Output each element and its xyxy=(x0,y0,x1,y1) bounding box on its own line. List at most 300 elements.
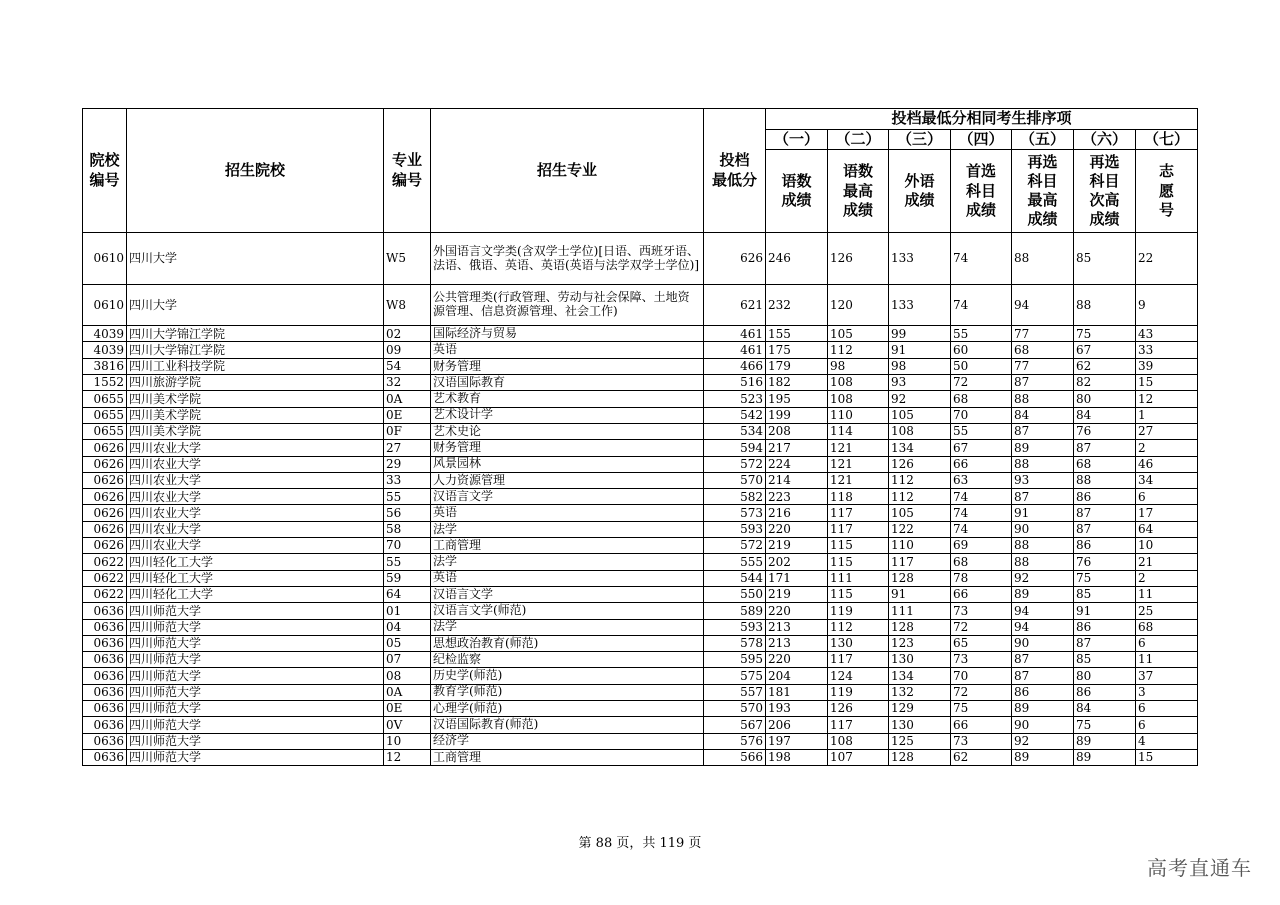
major-code-cell: 32 xyxy=(384,375,431,391)
rank-7-cell: 6 xyxy=(1136,701,1198,717)
rank-5-cell: 87 xyxy=(1012,489,1074,505)
min-score-cell: 570 xyxy=(704,701,766,717)
rank-4-cell: 74 xyxy=(951,233,1012,285)
school-name-cell: 四川大学锦江学院 xyxy=(127,326,384,342)
rank-5-cell: 94 xyxy=(1012,285,1074,326)
rank-7-cell: 39 xyxy=(1136,358,1198,374)
major-code-cell: 09 xyxy=(384,342,431,358)
table-row xyxy=(83,538,1198,554)
rank-1-cell: 175 xyxy=(766,342,828,358)
header-rank-label-6: 再选 科目 次高 成绩 xyxy=(1074,150,1136,233)
min-score-cell: 572 xyxy=(704,456,766,472)
rank-1-cell: 220 xyxy=(766,603,828,619)
table-row xyxy=(83,233,1198,285)
school-name-cell: 四川师范大学 xyxy=(127,603,384,619)
header-rank-6: （六） xyxy=(1074,130,1136,150)
table-row xyxy=(83,652,1198,668)
rank-5-cell: 92 xyxy=(1012,570,1074,586)
rank-4-cell: 73 xyxy=(951,733,1012,749)
rank-6-cell: 84 xyxy=(1074,701,1136,717)
rank-3-cell: 125 xyxy=(889,733,951,749)
school-name-cell: 四川美术学院 xyxy=(127,391,384,407)
table-row xyxy=(83,285,1198,326)
rank-2-cell: 119 xyxy=(828,684,889,700)
rank-5-cell: 90 xyxy=(1012,635,1074,651)
watermark-logo: 高考直通车 xyxy=(1147,856,1252,880)
rank-6-cell: 84 xyxy=(1074,407,1136,423)
header-rank-1: （一） xyxy=(766,130,828,150)
rank-4-cell: 74 xyxy=(951,489,1012,505)
rank-3-cell: 91 xyxy=(889,586,951,602)
rank-6-cell: 85 xyxy=(1074,652,1136,668)
rank-3-cell: 91 xyxy=(889,342,951,358)
rank-1-cell: 216 xyxy=(766,505,828,521)
school-code-cell: 0626 xyxy=(83,472,127,488)
major-name-cell: 工商管理 xyxy=(431,538,704,554)
rank-1-cell: 246 xyxy=(766,233,828,285)
rank-2-cell: 112 xyxy=(828,342,889,358)
rank-7-cell: 64 xyxy=(1136,521,1198,537)
rank-6-cell: 87 xyxy=(1074,440,1136,456)
header-rank-2: （二） xyxy=(828,130,889,150)
rank-5-cell: 88 xyxy=(1012,456,1074,472)
school-code-cell: 3816 xyxy=(83,358,127,374)
school-code-cell: 0655 xyxy=(83,407,127,423)
rank-4-cell: 72 xyxy=(951,684,1012,700)
school-code-cell: 0626 xyxy=(83,440,127,456)
school-code-cell: 0636 xyxy=(83,733,127,749)
rank-7-cell: 3 xyxy=(1136,684,1198,700)
rank-7-cell: 46 xyxy=(1136,456,1198,472)
rank-5-cell: 91 xyxy=(1012,505,1074,521)
rank-7-cell: 37 xyxy=(1136,668,1198,684)
min-score-cell: 621 xyxy=(704,285,766,326)
rank-1-cell: 206 xyxy=(766,717,828,733)
rank-7-cell: 15 xyxy=(1136,749,1198,765)
rank-5-cell: 84 xyxy=(1012,407,1074,423)
table-row xyxy=(83,472,1198,488)
rank-7-cell: 12 xyxy=(1136,391,1198,407)
rank-5-cell: 89 xyxy=(1012,749,1074,765)
school-code-cell: 0636 xyxy=(83,635,127,651)
major-name-cell: 汉语国际教育 xyxy=(431,375,704,391)
rank-5-cell: 88 xyxy=(1012,554,1074,570)
rank-6-cell: 91 xyxy=(1074,603,1136,619)
rank-7-cell: 6 xyxy=(1136,489,1198,505)
school-name-cell: 四川师范大学 xyxy=(127,668,384,684)
major-name-cell: 人力资源管理 xyxy=(431,472,704,488)
min-score-cell: 589 xyxy=(704,603,766,619)
school-name-cell: 四川师范大学 xyxy=(127,733,384,749)
major-name-cell: 艺术史论 xyxy=(431,423,704,439)
rank-6-cell: 87 xyxy=(1074,635,1136,651)
min-score-cell: 567 xyxy=(704,717,766,733)
major-name-cell: 历史学(师范) xyxy=(431,668,704,684)
min-score-cell: 578 xyxy=(704,635,766,651)
school-name-cell: 四川美术学院 xyxy=(127,423,384,439)
table-row xyxy=(83,684,1198,700)
rank-1-cell: 199 xyxy=(766,407,828,423)
major-name-cell: 国际经济与贸易 xyxy=(431,326,704,342)
min-score-cell: 555 xyxy=(704,554,766,570)
rank-7-cell: 11 xyxy=(1136,586,1198,602)
rank-3-cell: 132 xyxy=(889,684,951,700)
rank-1-cell: 182 xyxy=(766,375,828,391)
rank-2-cell: 105 xyxy=(828,326,889,342)
major-name-cell: 汉语言文学 xyxy=(431,586,704,602)
rank-4-cell: 66 xyxy=(951,586,1012,602)
school-name-cell: 四川师范大学 xyxy=(127,684,384,700)
rank-3-cell: 130 xyxy=(889,717,951,733)
header-rank-label-2: 语数 最高 成绩 xyxy=(828,150,889,233)
header-rank-3: （三） xyxy=(889,130,951,150)
table-row xyxy=(83,586,1198,602)
rank-3-cell: 105 xyxy=(889,505,951,521)
school-code-cell: 0626 xyxy=(83,489,127,505)
header-rank-7: （七） xyxy=(1136,130,1198,150)
rank-7-cell: 22 xyxy=(1136,233,1198,285)
rank-2-cell: 119 xyxy=(828,603,889,619)
rank-1-cell: 195 xyxy=(766,391,828,407)
rank-3-cell: 93 xyxy=(889,375,951,391)
school-name-cell: 四川大学 xyxy=(127,233,384,285)
rank-2-cell: 126 xyxy=(828,701,889,717)
rank-6-cell: 89 xyxy=(1074,749,1136,765)
major-code-cell: 07 xyxy=(384,652,431,668)
major-code-cell: 55 xyxy=(384,489,431,505)
school-code-cell: 0622 xyxy=(83,570,127,586)
school-code-cell: 0610 xyxy=(83,285,127,326)
major-code-cell: 29 xyxy=(384,456,431,472)
school-name-cell: 四川师范大学 xyxy=(127,717,384,733)
rank-3-cell: 134 xyxy=(889,668,951,684)
rank-3-cell: 133 xyxy=(889,233,951,285)
major-name-cell: 风景园林 xyxy=(431,456,704,472)
school-name-cell: 四川师范大学 xyxy=(127,652,384,668)
rank-2-cell: 115 xyxy=(828,586,889,602)
header-group-title: 投档最低分相同考生排序项 xyxy=(766,109,1198,130)
rank-3-cell: 112 xyxy=(889,489,951,505)
header-rank-label-5: 再选 科目 最高 成绩 xyxy=(1012,150,1074,233)
rank-5-cell: 87 xyxy=(1012,375,1074,391)
rank-2-cell: 112 xyxy=(828,619,889,635)
admission-table xyxy=(82,108,1198,766)
table-row xyxy=(83,440,1198,456)
min-score-cell: 575 xyxy=(704,668,766,684)
table-row xyxy=(83,326,1198,342)
school-code-cell: 0636 xyxy=(83,701,127,717)
rank-7-cell: 34 xyxy=(1136,472,1198,488)
school-code-cell: 0655 xyxy=(83,391,127,407)
rank-7-cell: 10 xyxy=(1136,538,1198,554)
table-row xyxy=(83,375,1198,391)
rank-2-cell: 121 xyxy=(828,440,889,456)
rank-6-cell: 88 xyxy=(1074,472,1136,488)
table-row xyxy=(83,701,1198,717)
school-name-cell: 四川轻化工大学 xyxy=(127,570,384,586)
min-score-cell: 523 xyxy=(704,391,766,407)
rank-2-cell: 108 xyxy=(828,375,889,391)
rank-7-cell: 68 xyxy=(1136,619,1198,635)
school-code-cell: 0636 xyxy=(83,717,127,733)
major-name-cell: 纪检监察 xyxy=(431,652,704,668)
min-score-cell: 593 xyxy=(704,619,766,635)
school-name-cell: 四川大学 xyxy=(127,285,384,326)
rank-2-cell: 117 xyxy=(828,717,889,733)
header-rank-label-7: 志 愿 号 xyxy=(1136,150,1198,233)
rank-6-cell: 68 xyxy=(1074,456,1136,472)
rank-4-cell: 66 xyxy=(951,456,1012,472)
rank-7-cell: 11 xyxy=(1136,652,1198,668)
major-code-cell: 10 xyxy=(384,733,431,749)
rank-6-cell: 86 xyxy=(1074,619,1136,635)
major-name-cell: 法学 xyxy=(431,554,704,570)
rank-4-cell: 55 xyxy=(951,326,1012,342)
major-code-cell: 58 xyxy=(384,521,431,537)
rank-3-cell: 122 xyxy=(889,521,951,537)
rank-2-cell: 120 xyxy=(828,285,889,326)
school-name-cell: 四川师范大学 xyxy=(127,619,384,635)
school-name-cell: 四川美术学院 xyxy=(127,407,384,423)
school-code-cell: 1552 xyxy=(83,375,127,391)
rank-1-cell: 220 xyxy=(766,521,828,537)
school-code-cell: 0610 xyxy=(83,233,127,285)
major-name-cell: 汉语言文学 xyxy=(431,489,704,505)
min-score-cell: 593 xyxy=(704,521,766,537)
table-row xyxy=(83,423,1198,439)
header-rank-4: （四） xyxy=(951,130,1012,150)
rank-1-cell: 217 xyxy=(766,440,828,456)
major-code-cell: 0F xyxy=(384,423,431,439)
major-name-cell: 艺术设计学 xyxy=(431,407,704,423)
school-name-cell: 四川师范大学 xyxy=(127,635,384,651)
rank-1-cell: 219 xyxy=(766,538,828,554)
school-code-cell: 0636 xyxy=(83,684,127,700)
rank-1-cell: 197 xyxy=(766,733,828,749)
rank-6-cell: 86 xyxy=(1074,489,1136,505)
rank-7-cell: 6 xyxy=(1136,635,1198,651)
rank-3-cell: 129 xyxy=(889,701,951,717)
rank-6-cell: 85 xyxy=(1074,586,1136,602)
rank-5-cell: 90 xyxy=(1012,521,1074,537)
major-name-cell: 汉语国际教育(师范) xyxy=(431,717,704,733)
school-code-cell: 0622 xyxy=(83,586,127,602)
rank-6-cell: 89 xyxy=(1074,733,1136,749)
rank-1-cell: 204 xyxy=(766,668,828,684)
major-name-cell: 思想政治教育(师范) xyxy=(431,635,704,651)
rank-4-cell: 74 xyxy=(951,285,1012,326)
major-code-cell: 64 xyxy=(384,586,431,602)
table-row xyxy=(83,619,1198,635)
rank-2-cell: 124 xyxy=(828,668,889,684)
rank-2-cell: 118 xyxy=(828,489,889,505)
rank-3-cell: 133 xyxy=(889,285,951,326)
rank-2-cell: 130 xyxy=(828,635,889,651)
rank-6-cell: 80 xyxy=(1074,668,1136,684)
rank-3-cell: 110 xyxy=(889,538,951,554)
school-code-cell: 0626 xyxy=(83,456,127,472)
school-code-cell: 0636 xyxy=(83,652,127,668)
major-code-cell: 33 xyxy=(384,472,431,488)
rank-6-cell: 76 xyxy=(1074,423,1136,439)
rank-2-cell: 114 xyxy=(828,423,889,439)
rank-4-cell: 75 xyxy=(951,701,1012,717)
rank-5-cell: 92 xyxy=(1012,733,1074,749)
table-row xyxy=(83,456,1198,472)
rank-1-cell: 171 xyxy=(766,570,828,586)
table-row xyxy=(83,554,1198,570)
rank-4-cell: 73 xyxy=(951,603,1012,619)
rank-1-cell: 193 xyxy=(766,701,828,717)
table-row xyxy=(83,391,1198,407)
rank-4-cell: 68 xyxy=(951,391,1012,407)
table-row xyxy=(83,717,1198,733)
school-code-cell: 0626 xyxy=(83,538,127,554)
rank-5-cell: 68 xyxy=(1012,342,1074,358)
school-name-cell: 四川农业大学 xyxy=(127,505,384,521)
rank-7-cell: 15 xyxy=(1136,375,1198,391)
school-code-cell: 0636 xyxy=(83,619,127,635)
rank-4-cell: 63 xyxy=(951,472,1012,488)
rank-4-cell: 69 xyxy=(951,538,1012,554)
rank-7-cell: 25 xyxy=(1136,603,1198,619)
rank-4-cell: 68 xyxy=(951,554,1012,570)
table-row xyxy=(83,570,1198,586)
rank-2-cell: 117 xyxy=(828,505,889,521)
rank-6-cell: 88 xyxy=(1074,285,1136,326)
min-score-cell: 595 xyxy=(704,652,766,668)
major-code-cell: 02 xyxy=(384,326,431,342)
rank-1-cell: 198 xyxy=(766,749,828,765)
header-school-code: 院校 编号 xyxy=(83,109,127,233)
school-name-cell: 四川轻化工大学 xyxy=(127,554,384,570)
min-score-cell: 626 xyxy=(704,233,766,285)
major-code-cell: 12 xyxy=(384,749,431,765)
rank-6-cell: 87 xyxy=(1074,521,1136,537)
rank-5-cell: 88 xyxy=(1012,538,1074,554)
rank-7-cell: 43 xyxy=(1136,326,1198,342)
rank-5-cell: 89 xyxy=(1012,701,1074,717)
rank-3-cell: 99 xyxy=(889,326,951,342)
rank-5-cell: 87 xyxy=(1012,652,1074,668)
major-code-cell: 0E xyxy=(384,407,431,423)
rank-2-cell: 121 xyxy=(828,472,889,488)
rank-3-cell: 98 xyxy=(889,358,951,374)
rank-3-cell: 126 xyxy=(889,456,951,472)
rank-1-cell: 214 xyxy=(766,472,828,488)
major-name-cell: 财务管理 xyxy=(431,440,704,456)
rank-7-cell: 6 xyxy=(1136,717,1198,733)
major-name-cell: 英语 xyxy=(431,342,704,358)
rank-5-cell: 87 xyxy=(1012,668,1074,684)
rank-4-cell: 73 xyxy=(951,652,1012,668)
major-name-cell: 艺术教育 xyxy=(431,391,704,407)
table-row xyxy=(83,749,1198,765)
header-major-code: 专业 编号 xyxy=(384,109,431,233)
rank-5-cell: 77 xyxy=(1012,358,1074,374)
school-code-cell: 4039 xyxy=(83,326,127,342)
rank-6-cell: 75 xyxy=(1074,717,1136,733)
rank-3-cell: 112 xyxy=(889,472,951,488)
school-code-cell: 0636 xyxy=(83,749,127,765)
rank-1-cell: 181 xyxy=(766,684,828,700)
rank-7-cell: 33 xyxy=(1136,342,1198,358)
major-code-cell: 59 xyxy=(384,570,431,586)
school-code-cell: 0626 xyxy=(83,521,127,537)
major-code-cell: 27 xyxy=(384,440,431,456)
table-row xyxy=(83,668,1198,684)
rank-3-cell: 123 xyxy=(889,635,951,651)
header-min-score: 投档 最低分 xyxy=(704,109,766,233)
rank-3-cell: 130 xyxy=(889,652,951,668)
rank-6-cell: 75 xyxy=(1074,570,1136,586)
rank-1-cell: 208 xyxy=(766,423,828,439)
rank-6-cell: 87 xyxy=(1074,505,1136,521)
rank-1-cell: 155 xyxy=(766,326,828,342)
min-score-cell: 576 xyxy=(704,733,766,749)
rank-7-cell: 2 xyxy=(1136,570,1198,586)
major-code-cell: 0E xyxy=(384,701,431,717)
school-code-cell: 0636 xyxy=(83,668,127,684)
rank-5-cell: 93 xyxy=(1012,472,1074,488)
major-code-cell: 05 xyxy=(384,635,431,651)
school-name-cell: 四川旅游学院 xyxy=(127,375,384,391)
rank-3-cell: 111 xyxy=(889,603,951,619)
school-name-cell: 四川农业大学 xyxy=(127,472,384,488)
major-code-cell: 08 xyxy=(384,668,431,684)
rank-4-cell: 67 xyxy=(951,440,1012,456)
header-rank-label-3: 外语 成绩 xyxy=(889,150,951,233)
rank-7-cell: 2 xyxy=(1136,440,1198,456)
rank-5-cell: 94 xyxy=(1012,603,1074,619)
table-row xyxy=(83,521,1198,537)
school-name-cell: 四川农业大学 xyxy=(127,521,384,537)
min-score-cell: 566 xyxy=(704,749,766,765)
rank-5-cell: 77 xyxy=(1012,326,1074,342)
school-code-cell: 0622 xyxy=(83,554,127,570)
major-code-cell: 01 xyxy=(384,603,431,619)
major-name-cell: 法学 xyxy=(431,619,704,635)
rank-4-cell: 50 xyxy=(951,358,1012,374)
rank-5-cell: 94 xyxy=(1012,619,1074,635)
rank-4-cell: 66 xyxy=(951,717,1012,733)
major-code-cell: W8 xyxy=(384,285,431,326)
min-score-cell: 557 xyxy=(704,684,766,700)
rank-3-cell: 117 xyxy=(889,554,951,570)
table-row xyxy=(83,603,1198,619)
table-row xyxy=(83,733,1198,749)
rank-5-cell: 88 xyxy=(1012,233,1074,285)
rank-6-cell: 75 xyxy=(1074,326,1136,342)
min-score-cell: 570 xyxy=(704,472,766,488)
table-row xyxy=(83,489,1198,505)
rank-6-cell: 76 xyxy=(1074,554,1136,570)
rank-1-cell: 220 xyxy=(766,652,828,668)
table-row xyxy=(83,635,1198,651)
rank-3-cell: 134 xyxy=(889,440,951,456)
min-score-cell: 516 xyxy=(704,375,766,391)
school-name-cell: 四川农业大学 xyxy=(127,489,384,505)
school-name-cell: 四川工业科技学院 xyxy=(127,358,384,374)
rank-4-cell: 74 xyxy=(951,505,1012,521)
rank-2-cell: 117 xyxy=(828,521,889,537)
rank-7-cell: 9 xyxy=(1136,285,1198,326)
school-code-cell: 0636 xyxy=(83,603,127,619)
rank-4-cell: 70 xyxy=(951,668,1012,684)
rank-2-cell: 110 xyxy=(828,407,889,423)
header-rank-label-4: 首选 科目 成绩 xyxy=(951,150,1012,233)
rank-6-cell: 82 xyxy=(1074,375,1136,391)
